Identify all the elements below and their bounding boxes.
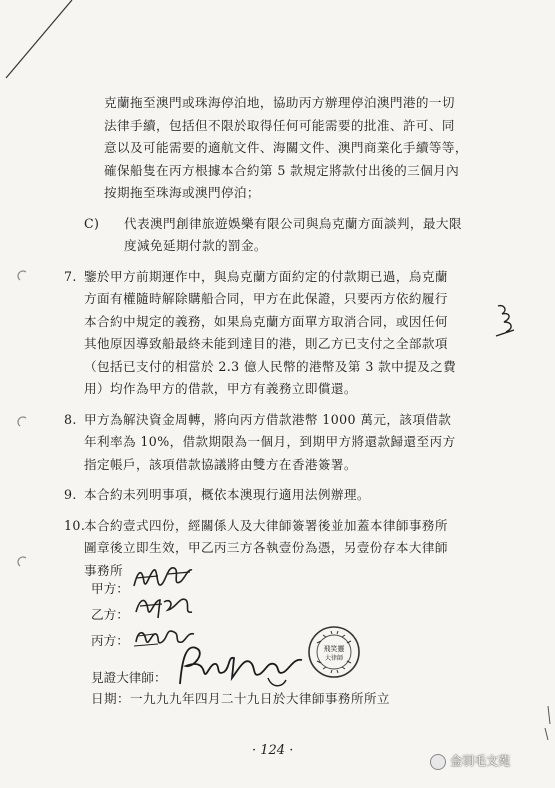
witness-signature: [172, 640, 312, 690]
text-line: 年利率為 10%，借款期限為一個月，到期甲方將還款歸還至丙方: [84, 434, 456, 449]
text-line: 指定帳戶，該項借款協議將由雙方在香港簽署。: [84, 456, 357, 472]
text-line: 方面有權隨時解除購船合同，甲方在此保證，只要丙方依約履行: [84, 291, 448, 306]
party-c-label: 丙方：: [91, 633, 129, 648]
page-number: · 124 ·: [252, 743, 294, 758]
clause-number: 8.: [64, 411, 77, 427]
text-line: 法律手續，包括但不限於取得任何可能需要的批准、許可、同: [104, 117, 455, 133]
clause-number: 10.: [64, 517, 86, 533]
text-line: 度減免延期付款的罰金。: [124, 238, 267, 253]
text-line: 甲方為解決資金周轉，將向丙方借款港幣 1000 萬元，該項借款: [84, 411, 452, 427]
text-line: 事務所: [84, 562, 123, 578]
text-line: （包括已支付的相當於 2.3 億人民幣的港幣及第 3 款中提及之費: [84, 358, 457, 374]
wechat-icon: [430, 754, 446, 770]
party-b-signature: [128, 590, 198, 624]
contract-body: [64, 92, 486, 582]
date-line: 日期：一九九九年四月二十九日於大律師事務所所立: [91, 691, 390, 706]
margin-initials: [492, 300, 518, 340]
clause-marker: C): [84, 215, 100, 231]
text-line: 本合約中規定的義務，如果烏克蘭方面單方取消合同，或因任何: [84, 313, 448, 329]
text-line: 其他原因導致船最終未能到達目的港，則乙方已支付之全部款項: [84, 336, 448, 351]
clause-c: [84, 213, 486, 258]
text-line: 圖章後立即生效，甲乙丙三方各執壹份為憑，另壹份存本大律師: [84, 540, 448, 555]
clause-number: 7.: [64, 268, 77, 284]
lawyer-seal: [307, 625, 361, 679]
witness-label: 見證大律師：: [91, 670, 167, 685]
text-line: 本合約未列明事項，概依本澳現行適用法例辦理。: [84, 487, 370, 502]
text-line: 用）均作為甲方的借款，甲方有義務立即償還。: [84, 381, 357, 396]
text-line: 意以及可能需要的適航文件、海關文件、澳門商業化手續等等，: [104, 140, 468, 155]
seal-icon: [307, 625, 361, 679]
text-line: 按期拖至珠海或澳門停泊；: [104, 185, 260, 200]
clause-9: [64, 484, 486, 507]
clause-8: [64, 409, 486, 477]
clause-number: 9.: [64, 487, 77, 502]
text-line: 克蘭拖至澳門或珠海停泊地，協助丙方辦理停泊澳門港的一切: [104, 95, 455, 110]
seal-name: 飛笑靈: [323, 645, 345, 653]
text-line: 確保船隻在丙方根據本合約第 5 款規定將款付出後的三個月內: [104, 162, 460, 178]
watermark: [430, 752, 510, 770]
watermark-text: 金羽毛文苑: [450, 754, 511, 768]
text-line: 代表澳門創律旅遊娛樂有限公司與烏克蘭方面談判，最大限: [124, 215, 462, 231]
text-line: 鑒於甲方前期運作中，與烏克蘭方面約定的付款期已過，烏克蘭: [84, 268, 448, 284]
party-b-label: 乙方：: [91, 607, 129, 622]
seal-title: 大律師: [324, 655, 344, 662]
text-line: 本合約壹式四份，經關係人及大律師簽署後並加蓋本律師事務所: [84, 517, 448, 533]
binder-holes: [16, 268, 30, 568]
clause-7: [64, 266, 486, 401]
party-a-label: 甲方：: [91, 581, 129, 596]
